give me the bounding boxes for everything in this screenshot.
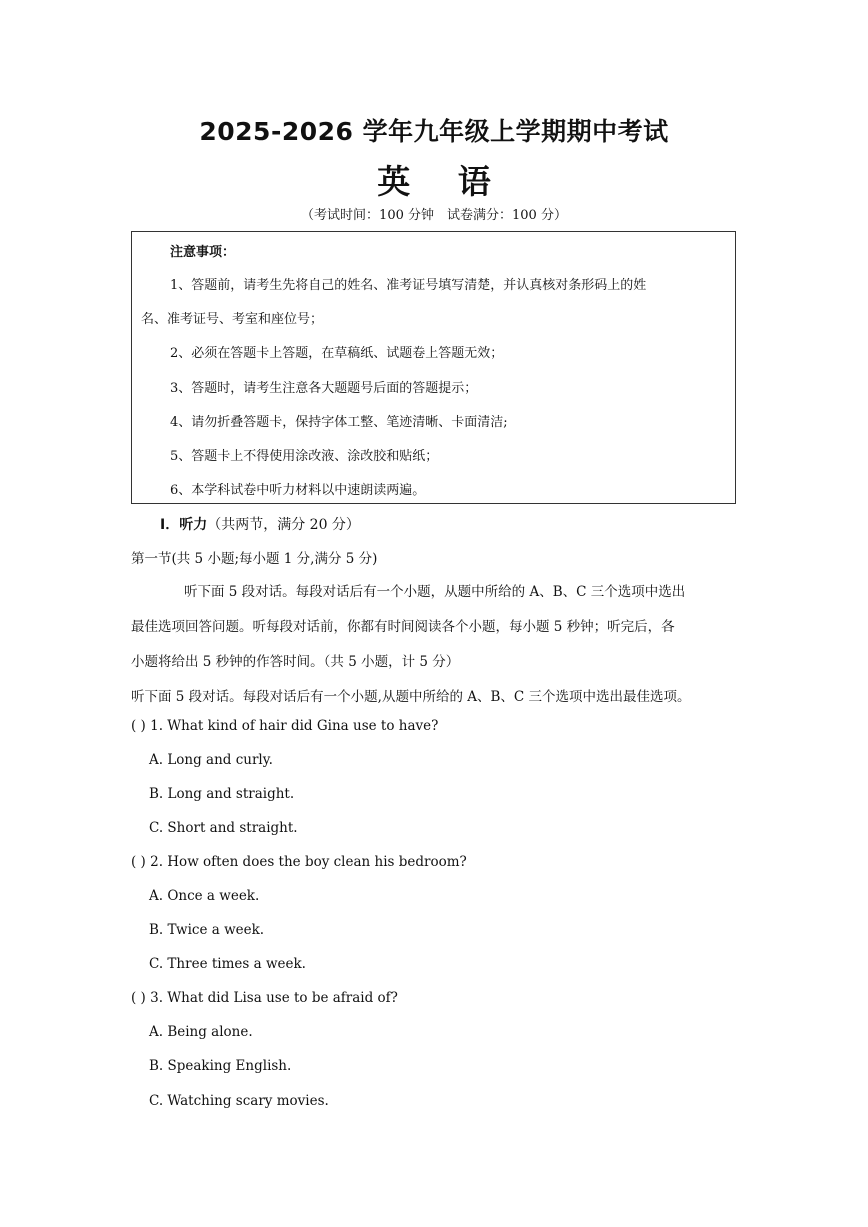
- notice-line: 名、准考证号、考室和座位号；: [141, 312, 324, 327]
- notice-title: 注意事项：: [170, 245, 236, 260]
- exam-info: （考试时间：100 分钟 试卷满分：100 分）: [301, 208, 567, 223]
- notice-line: 5、答题卡上不得使用涂改液、涂改胶和贴纸；: [170, 449, 439, 464]
- option-1c: C. Short and straight.: [149, 820, 298, 836]
- notice-line: 6、本学科试卷中听力材料以中速朗读两遍。: [170, 483, 426, 498]
- notice-line: 3、答题时，请考生注意各大题题号后面的答题提示；: [170, 381, 478, 396]
- part-heading: 第一节(共 5 小题;每小题 1 分,满分 5 分): [131, 551, 378, 567]
- section-heading-num: I．听力: [160, 517, 208, 533]
- section-heading-rest: （共两节，满分 20 分）: [207, 517, 360, 533]
- notice-line: 1、答题前，请考生先将自己的姓名、准考证号填写清楚，并认真核对条形码上的姓: [170, 278, 647, 293]
- option-3a: A. Being alone.: [149, 1024, 253, 1040]
- exam-title: 2025-2026 学年九年级上学期期中考试: [199, 117, 669, 146]
- intro-line: 最佳选项回答问题。听每段对话前，你都有时间阅读各个小题，每小题 5 秒钟；听完后，各: [131, 619, 675, 635]
- repeat-line: 听下面 5 段对话。每段对话后有一个小题,从题中所给的 A、B、C 三个选项中选出最佳选项。: [131, 689, 691, 705]
- intro-line: 听下面 5 段对话。每段对话后有一个小题，从题中所给的 A、B、C 三个选项中选出: [184, 584, 686, 600]
- option-1b: B. Long and straight.: [149, 786, 295, 802]
- notice-line: 2、必须在答题卡上答题，在草稿纸、试题卷上答题无效；: [170, 346, 504, 361]
- question-1: ( ) 1. What kind of hair did Gina use to have?: [131, 718, 439, 734]
- subject-title: 英 语: [377, 162, 509, 201]
- option-2a: A. Once a week.: [149, 888, 260, 904]
- section-heading: [160, 514, 360, 534]
- intro-line: 小题将给出 5 秒钟的作答时间。（共 5 小题，计 5 分）: [131, 654, 460, 670]
- question-2: ( ) 2. How often does the boy clean his bedroom?: [131, 854, 467, 870]
- option-3b: B. Speaking English.: [149, 1058, 292, 1074]
- option-2b: B. Twice a week.: [149, 922, 265, 938]
- notice-line: 4、请勿折叠答题卡，保持字体工整、笔迹清晰、卡面清洁;: [170, 415, 508, 430]
- option-2c: C. Three times a week.: [149, 956, 306, 972]
- option-3c: C. Watching scary movies.: [149, 1093, 329, 1109]
- question-3: ( ) 3. What did Lisa use to be afraid of?: [131, 990, 398, 1006]
- option-1a: A. Long and curly.: [149, 752, 273, 768]
